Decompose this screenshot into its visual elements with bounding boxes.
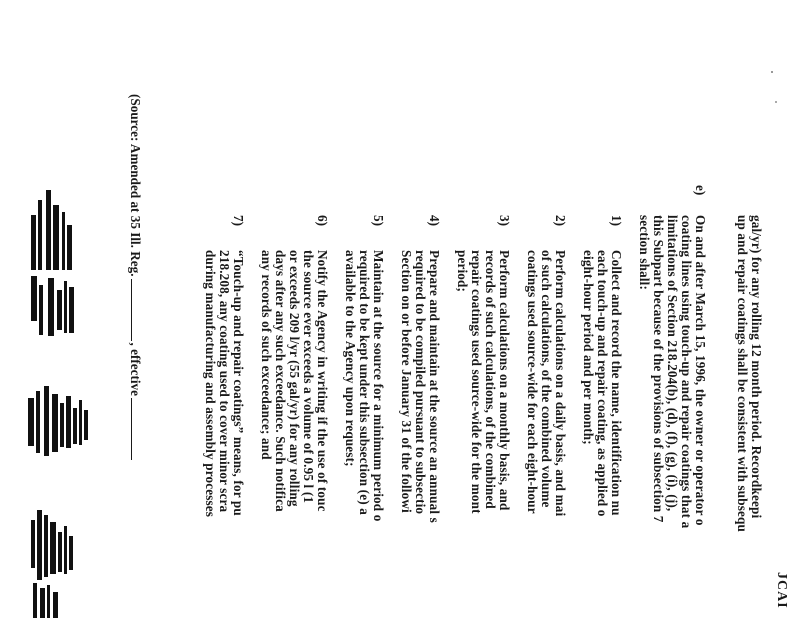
item-marker-2: 2) — [553, 215, 568, 226]
text-line: required to be kept under this subsection (e) a — [357, 250, 372, 515]
text-line: coating lines using touch-up and repair coatings that a — [679, 215, 694, 529]
item-marker-1: 1) — [609, 215, 624, 226]
item-marker-5: 5) — [371, 215, 386, 226]
text-line: “Touch-up and repair coatings” means, for pu — [231, 250, 246, 516]
item-marker-4: 4) — [427, 215, 442, 226]
text-line: the source ever exceeds a volume of 0.95 l (1 — [301, 250, 316, 504]
source-note — [128, 94, 142, 462]
text-line: eight-hour period and per month; — [581, 250, 596, 445]
text-line: of such calculations, of the combined volume — [539, 250, 554, 508]
text-line: gal/yr) for any rolling 12 month period. Recordkeepi — [749, 215, 764, 519]
text-line: Collect and record the name, identification nu — [609, 250, 624, 516]
text-line: records of such calculations, of the combined — [483, 250, 498, 509]
effective-date-blank — [131, 398, 142, 460]
page-header-code: JCAI — [774, 572, 789, 609]
text-line: coatings used source-wide for each eight-hour — [525, 250, 540, 514]
subsection-marker-e: e) — [693, 185, 708, 196]
source-note-suffix: , effective — [128, 342, 143, 396]
text-line: each touch-up and repair coating, as applied o — [595, 250, 610, 517]
text-line: Perform calculations on a monthly basis, and — [497, 250, 512, 511]
text-line: days after any such exceedance. Such notifica — [273, 250, 288, 512]
item-marker-6: 6) — [315, 215, 330, 226]
item-marker-3: 3) — [497, 215, 512, 226]
text-line: available to the Agency upon request; — [343, 250, 358, 467]
item-marker-7: 7) — [231, 215, 246, 226]
text-line: 218.208, any coating used to cover minor scra — [217, 250, 232, 513]
text-line: Section on or before January 31 of the followi — [399, 250, 414, 513]
text-line: this Subpart because of the provisions of subsection 7 — [651, 215, 666, 523]
text-line: required to be compiled pursuant to subsectio — [413, 250, 428, 515]
text-line: during manufacturing and assembly processes — [203, 250, 218, 518]
text-line: period; — [455, 250, 470, 293]
text-line: limitations of Section 218.204(b), (d), (f), (g), (i), (j), — [665, 215, 680, 512]
text-line: Maintain at the source for a minimum period o — [371, 250, 386, 522]
text-line: On and after March 15, 1996, the owner or operator o — [693, 215, 708, 526]
source-note-prefix: (Source: Amended at 35 Ill. Reg. — [128, 94, 143, 277]
text-line: Prepare and maintain at the source an annual s — [427, 250, 442, 523]
date-blank — [131, 279, 142, 341]
text-line: up and repair coatings shall be consistent with subsequ — [735, 215, 750, 533]
text-line: any records of such exceedance; and — [259, 250, 274, 460]
text-line: or exceeds 209 l/yr (55 gal/yr) for any rolling — [287, 250, 302, 507]
text-line: Notify the Agency in writing if the use of touc — [315, 250, 330, 512]
text-line: section shall: — [637, 215, 652, 290]
text-line: repair coatings used source-wide for the mont — [469, 250, 484, 514]
text-line: Perform calculations on a daily basis, and mai — [553, 250, 568, 517]
